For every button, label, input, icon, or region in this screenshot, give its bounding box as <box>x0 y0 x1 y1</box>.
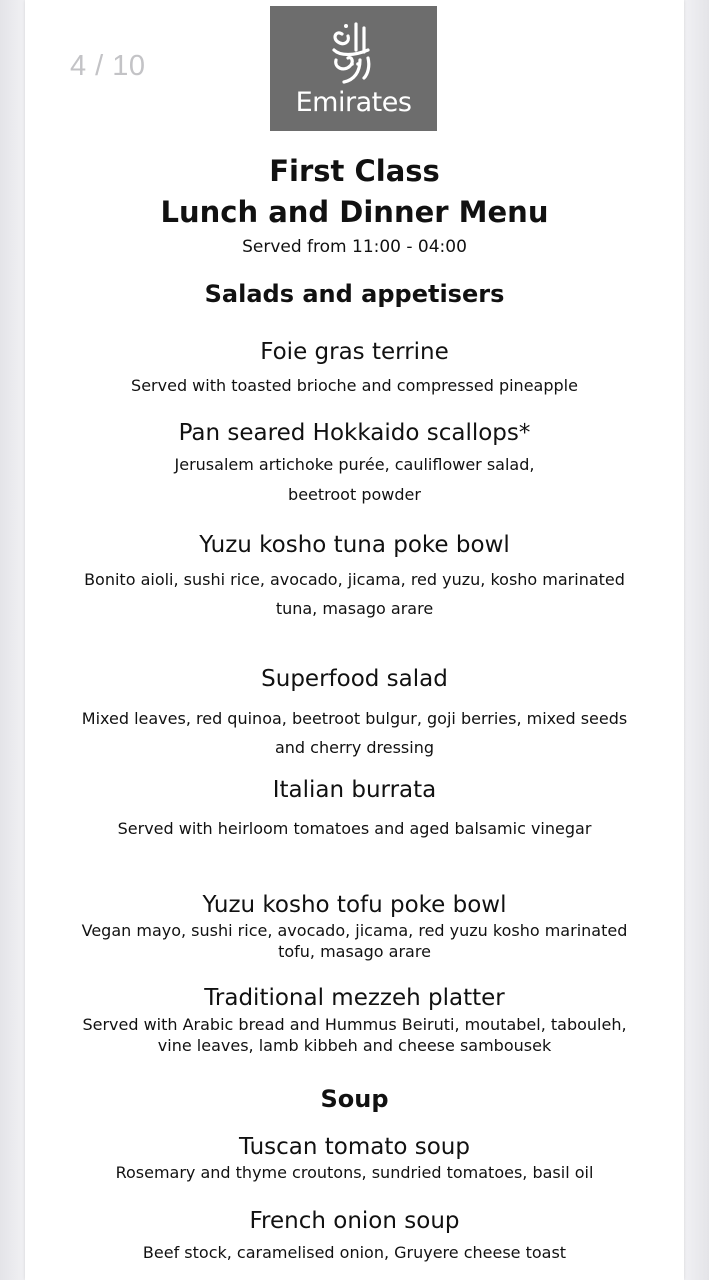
dish-name: Foie gras terrine <box>260 339 449 365</box>
dish-name: Superfood salad <box>261 666 448 692</box>
menu-title-class: First Class <box>269 154 440 188</box>
dish-description: beetroot powder <box>288 485 421 504</box>
dish-description: Vegan mayo, sushi rice, avocado, jicama, red yuzu kosho marinated <box>81 921 628 940</box>
dish-description: Beef stock, caramelised onion, Gruyere cheese toast <box>142 1243 567 1262</box>
dish-description: Served with heirloom tomatoes and aged balsamic vinegar <box>117 819 592 838</box>
dish-description: Jerusalem artichoke purée, cauliflower salad, <box>174 455 535 474</box>
dish-name: Tuscan tomato soup <box>239 1134 470 1160</box>
dish-name: Traditional mezzeh platter <box>204 985 505 1011</box>
dish-description: vine leaves, lamb kibbeh and cheese sambousek <box>157 1036 552 1055</box>
dish-description: Rosemary and thyme croutons, sundried tomatoes, basil oil <box>115 1163 594 1182</box>
dish-description: Served with toasted brioche and compressed pineapple <box>131 376 578 395</box>
dish-name: Yuzu kosho tofu poke bowl <box>202 892 507 918</box>
dish-description: Bonito aioli, sushi rice, avocado, jicama, red yuzu, kosho marinated <box>84 570 625 589</box>
dish-description: tofu, masago arare <box>278 942 431 961</box>
dish-description: and cherry dressing <box>274 738 435 757</box>
dish-description: Mixed leaves, red quinoa, beetroot bulgur, goji berries, mixed seeds <box>81 709 628 728</box>
emirates-logo <box>270 6 437 131</box>
dish-description: tuna, masago arare <box>275 599 434 618</box>
served-hours: Served from 11:00 - 04:00 <box>242 237 467 257</box>
dish-description: Served with Arabic bread and Hummus Beiruti, moutabel, tabouleh, <box>82 1015 627 1034</box>
dish-name: Pan seared Hokkaido scallops* <box>178 420 531 446</box>
logo-wordmark: Emirates <box>295 87 412 118</box>
page-counter: 4 / 10 <box>70 50 146 82</box>
section-title-soup: Soup <box>320 1085 389 1113</box>
menu-title-meal: Lunch and Dinner Menu <box>160 195 549 229</box>
dish-name: Italian burrata <box>272 777 437 803</box>
dish-name: Yuzu kosho tuna poke bowl <box>199 532 510 558</box>
dish-name: French onion soup <box>249 1208 460 1234</box>
section-title-salads: Salads and appetisers <box>204 280 505 308</box>
